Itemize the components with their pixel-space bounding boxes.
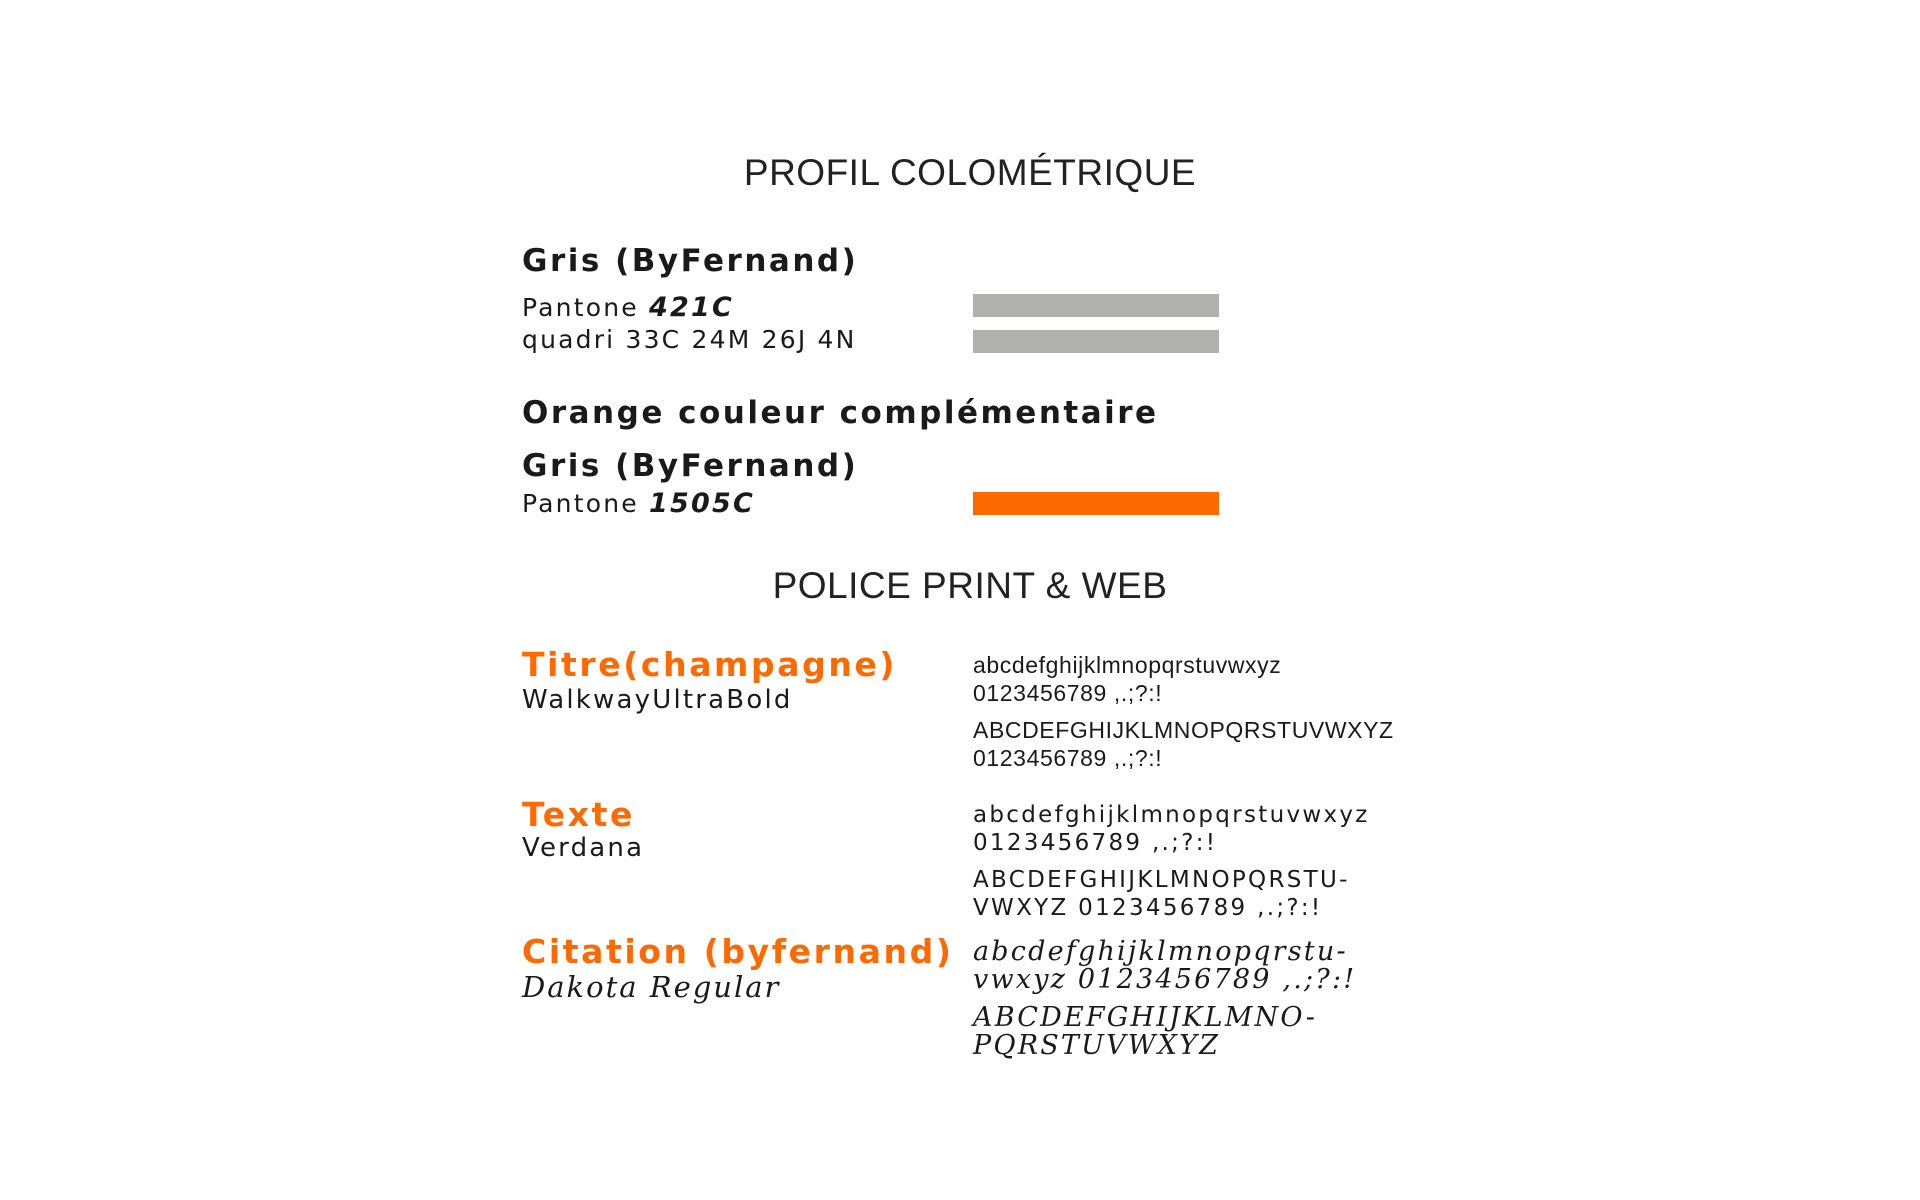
orange-heading: Orange couleur complémentaire [522,395,1159,431]
dakota-sample-line: ABCDEFGHIJKLMNO- [973,1002,1318,1033]
font-name-verdana: Verdana [522,833,645,863]
font-name-dakota: Dakota Regular [522,970,781,1004]
font-role-title: Titre(champagne) [522,645,898,684]
font-role-quote: Citation (byfernand) [522,932,954,971]
dakota-sample-line: PQRSTUVWXYZ [973,1030,1221,1061]
fonts-section-title: POLICE PRINT & WEB [772,565,1168,606]
verdana-sample-line: ABCDEFGHIJKLMNOPQRSTU- [973,867,1350,893]
grey-swatch-pantone [973,294,1219,317]
grey-pantone-code: 421C [649,292,734,323]
verdana-sample-line: 0123456789 ,.;?:! [973,830,1218,856]
dakota-sample-line: vwxyz 0123456789 ,.;?:! [973,964,1357,995]
orange-pantone-code: 1505C [649,488,755,519]
orange-swatch [973,492,1219,515]
grey-color-name: Gris (ByFernand) [522,243,859,279]
walkway-sample-line: 0123456789 ,.;?:! [973,680,1163,706]
dakota-sample-line: abcdefghijklmnopqrstu- [973,936,1348,967]
grey-quadri-line: quadri 33C 24M 26J 4N [522,325,857,354]
orange-pantone-label: Pantone [522,489,639,518]
grey-swatch-quadri [973,330,1219,353]
grey-pantone-line [522,292,734,323]
grey-pantone-label: Pantone [522,293,639,322]
orange-pantone-line [522,488,755,519]
font-name-walkway: WalkwayUltraBold [522,685,793,715]
verdana-sample-line: abcdefghijklmnopqrstuvwxyz [973,802,1370,828]
orange-color-name: Gris (ByFernand) [522,448,859,484]
walkway-sample-line: abcdefghijklmnopqrstuvwxyz [973,652,1282,678]
walkway-sample-line: 0123456789 ,.;?:! [973,745,1163,771]
walkway-sample-line: ABCDEFGHIJKLMNOPQRSTUVWXYZ [973,717,1394,743]
verdana-sample-line: VWXYZ 0123456789 ,.;?:! [973,895,1323,921]
color-profile-title: PROFIL COLOMÉTRIQUE [743,152,1197,193]
font-role-text: Texte [522,795,635,834]
